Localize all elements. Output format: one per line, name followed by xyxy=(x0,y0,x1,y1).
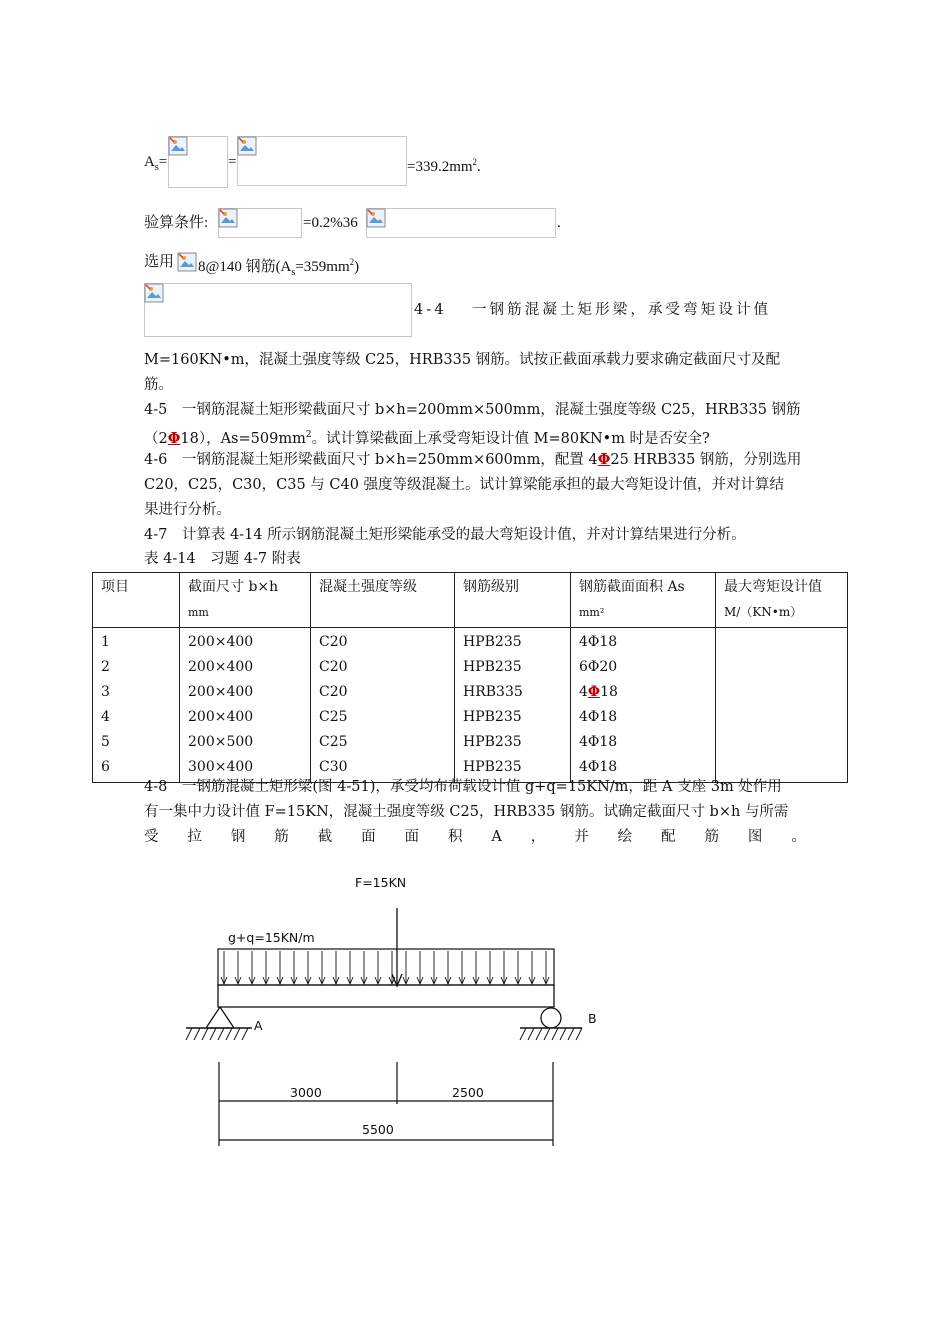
p48-char: 筋 xyxy=(704,829,719,845)
p46-line3: 果进行分析。 xyxy=(144,502,231,518)
p45-part-b: 18），As=509mm xyxy=(180,430,306,447)
p45-sup: 2 xyxy=(305,430,312,440)
support-b-label: B xyxy=(588,1011,597,1026)
check-label: 验算条件: xyxy=(144,215,209,231)
p47-line1: 4-7 计算表 4-14 所示钢筋混凝土矩形梁能承受的最大弯矩设计值，并对计算结果进行分析。 xyxy=(144,527,746,543)
table-caption: 表 4-14 习题 4-7 附表 xyxy=(144,551,301,567)
table-header-row xyxy=(93,573,848,628)
select-mid: 8@140 钢筋(A xyxy=(198,259,292,275)
phi-symbol: Φ xyxy=(587,684,601,700)
p48-char: 面 xyxy=(404,829,420,845)
header-cell: 截面尺寸 b×h mm xyxy=(180,573,311,628)
p48-char: A xyxy=(491,829,502,845)
select-sub: s xyxy=(291,267,296,278)
broken-image-icon xyxy=(237,136,257,156)
phi-symbol: Φ xyxy=(167,429,181,447)
p48-char: 筋 xyxy=(274,829,289,845)
result-value: =339.2mm xyxy=(407,159,473,175)
formula-result xyxy=(407,152,481,177)
cell-items: 1 2 3 4 5 6 xyxy=(93,628,180,783)
p48-char: 。 xyxy=(791,829,806,845)
load-arrows xyxy=(221,951,549,984)
result-sup: 2 xyxy=(472,157,478,167)
roller-support-b xyxy=(541,1008,561,1028)
p48-char: 面 xyxy=(361,829,376,845)
cell-steel-grade: HPB235 HPB235 HRB335 HPB235 HPB235 HPB235 xyxy=(455,628,571,783)
force-label: F=15KN xyxy=(355,875,407,890)
p45-part-c: 。试计算梁截面上承受弯矩设计值 M=80KN•m 时是否安全? xyxy=(311,430,710,447)
as-label: A xyxy=(144,154,155,170)
p48-line1: 4-8 一钢筋混凝土矩形梁(图 4-51)，承受均布荷载设计值 g+q=15KN/m，距 A 支座 3m 处作用 xyxy=(144,779,782,795)
p48-char: ， xyxy=(530,829,546,845)
p45-line2 xyxy=(144,425,710,449)
cell-steel-area: 4Φ18 6Φ20 4Φ18 4Φ18 4Φ18 4Φ18 xyxy=(571,628,716,783)
pin-support-a xyxy=(206,1007,234,1028)
p48-char: 积 xyxy=(447,829,463,845)
p48-char: 配 xyxy=(661,829,676,845)
broken-image-icon xyxy=(168,136,188,156)
broken-image-icon xyxy=(144,283,164,303)
header-cell: 项目 xyxy=(93,573,180,628)
red-phi-cell: 4Φ18 xyxy=(579,684,618,700)
p44-head: 4-4 一钢筋混凝土矩形梁，承受弯矩设计值 xyxy=(414,302,772,318)
select-sup: 2 xyxy=(349,257,355,267)
cell-concrete: C20 C20 C20 C25 C25 C30 xyxy=(311,628,455,783)
p45-line1: 4-5 一钢筋混凝土矩形梁截面尺寸 b×h=200mm×500mm，混凝土强度等级 C25，HRB335 钢筋 xyxy=(144,402,801,418)
header-cell: 混凝土强度等级 xyxy=(311,573,455,628)
ground-hatch-a xyxy=(186,1028,248,1040)
p44-line2: M=160KN•m，混凝土强度等级 C25，HRB335 钢筋。试按正截面承载力要求确定截面尺寸及配 xyxy=(144,352,781,368)
broken-image-4 xyxy=(366,208,556,238)
beam xyxy=(218,985,554,1007)
p44-line3: 筋。 xyxy=(144,377,173,393)
header-cell: 钢筋级别 xyxy=(455,573,571,628)
p46-line1 xyxy=(144,450,801,470)
header-cell: 最大弯矩设计值 M/（KN•m） xyxy=(716,573,848,628)
formula-as xyxy=(144,152,167,178)
select-prefix: 选用 xyxy=(144,254,175,270)
p46-line2: C20，C25，C30，C35 与 C40 强度等级混凝土。试计算梁能承担的最大弯矩设计值，并对计算结 xyxy=(144,477,785,493)
p48-char: 图 xyxy=(747,829,763,845)
p46-part-a: 4-6 一钢筋混凝土矩形梁截面尺寸 b×h=250mm×600mm，配置 4 xyxy=(144,452,598,468)
exercise-table xyxy=(92,572,848,783)
dim-left: 3000 xyxy=(290,1085,322,1100)
formula-eq2: = xyxy=(228,154,237,170)
broken-image-6 xyxy=(144,283,412,337)
ground-hatch-b xyxy=(520,1028,582,1040)
p48-char: 并 xyxy=(574,829,589,845)
phi-symbol: Φ xyxy=(597,451,611,468)
p45-part-a: （2 xyxy=(144,430,168,447)
p48-char: 绘 xyxy=(617,829,633,845)
cell-moment xyxy=(716,628,848,783)
dim-total: 5500 xyxy=(362,1122,394,1137)
support-a-label: A xyxy=(254,1018,263,1033)
eq-sign: = xyxy=(158,154,168,170)
load-label: g+q=15KN/m xyxy=(228,930,315,945)
p48-line3 xyxy=(144,827,806,847)
select-eq: =359mm xyxy=(295,259,350,275)
cell-sizes: 200×400 200×400 200×400 200×400 200×500 300×400 xyxy=(180,628,311,783)
broken-image-icon xyxy=(366,208,386,228)
as-sub: s xyxy=(154,162,159,173)
select-spec xyxy=(198,252,359,283)
p48-char: 受 xyxy=(144,829,159,845)
check-end: . xyxy=(557,215,561,231)
table-body-row xyxy=(93,628,848,783)
header-cell: 钢筋截面面积 As mm² xyxy=(571,573,716,628)
p48-char: 截 xyxy=(317,829,333,845)
broken-image-icon xyxy=(177,252,197,272)
p48-char: 拉 xyxy=(187,829,202,845)
broken-image-2 xyxy=(237,136,407,186)
p48-char: 钢 xyxy=(230,829,246,845)
beam-diagram xyxy=(180,870,620,1160)
p48-line2: 有一集中力设计值 F=15KN，混凝土强度等级 C25，HRB335 钢筋。试确定截面尺寸 b×h 与所需 xyxy=(144,804,789,820)
select-end: ) xyxy=(354,259,360,275)
dim-right: 2500 xyxy=(452,1085,484,1100)
p46-part-b: 25 HRB335 钢筋，分别选用 xyxy=(610,452,802,468)
broken-image-icon xyxy=(218,208,238,228)
result-end: . xyxy=(477,159,481,175)
check-mid: =0.2%36 xyxy=(303,215,358,231)
